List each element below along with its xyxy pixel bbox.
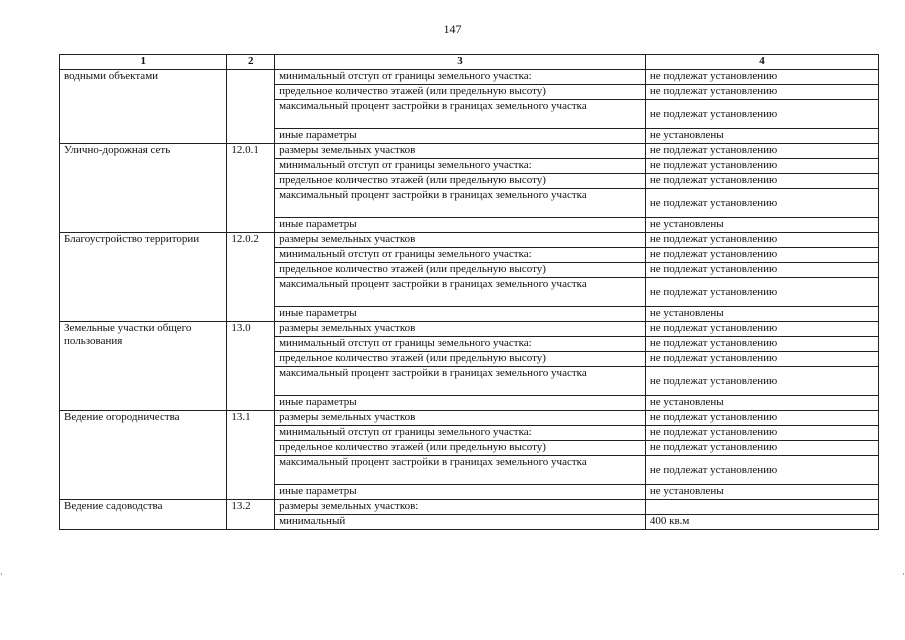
scan-edge-mark: ·: [0, 569, 3, 579]
table-row: [60, 144, 879, 159]
table-row: [60, 500, 879, 515]
column-header-2: 2: [227, 55, 275, 70]
parameter-cell: иные параметры: [275, 396, 646, 411]
parameter-cell: минимальный отступ от границы земельного участка:: [275, 248, 646, 263]
parameter-cell: размеры земельных участков: [275, 322, 646, 337]
parameter-value-cell: не подлежат установлению: [645, 100, 878, 129]
land-use-code-cell: 13.1: [227, 411, 275, 500]
land-use-type-cell: Улично-дорожная сеть: [60, 144, 227, 233]
land-use-type-cell: водными объектами: [60, 70, 227, 144]
land-use-code-cell: 12.0.1: [227, 144, 275, 233]
parameter-value-cell: не установлены: [645, 396, 878, 411]
parameter-cell: предельное количество этажей (или предельную высоту): [275, 441, 646, 456]
parameter-cell: иные параметры: [275, 129, 646, 144]
parameter-cell: максимальный процент застройки в границах земельного участка: [275, 189, 646, 218]
table-row: [60, 233, 879, 248]
parameter-cell: предельное количество этажей (или предельную высоту): [275, 85, 646, 100]
parameter-cell: максимальный процент застройки в границах земельного участка: [275, 367, 646, 396]
parameter-value-cell: не установлены: [645, 307, 878, 322]
parameter-cell: максимальный процент застройки в границах земельного участка: [275, 278, 646, 307]
land-use-type-cell: Ведение садоводства: [60, 500, 227, 530]
parameter-value-cell: не подлежат установлению: [645, 337, 878, 352]
parameter-cell: иные параметры: [275, 485, 646, 500]
parameter-cell: минимальный: [275, 515, 646, 530]
parameter-value-cell: не подлежат установлению: [645, 233, 878, 248]
parameter-cell: минимальный отступ от границы земельного участка:: [275, 337, 646, 352]
parameter-cell: предельное количество этажей (или предельную высоту): [275, 352, 646, 367]
parameter-value-cell: не подлежат установлению: [645, 441, 878, 456]
column-header-4: 4: [645, 55, 878, 70]
page-number: 147: [443, 22, 462, 36]
column-header-1: 1: [60, 55, 227, 70]
parameter-value-cell: не подлежат установлению: [645, 85, 878, 100]
table-header-row: [60, 55, 879, 70]
column-header-3: 3: [275, 55, 646, 70]
parameter-value-cell: не подлежат установлению: [645, 174, 878, 189]
parameter-cell: размеры земельных участков:: [275, 500, 646, 515]
table-row: [60, 70, 879, 85]
parameter-cell: максимальный процент застройки в границах земельного участка: [275, 100, 646, 129]
parameter-value-cell: не подлежат установлению: [645, 322, 878, 337]
parameter-cell: иные параметры: [275, 218, 646, 233]
parameter-cell: минимальный отступ от границы земельного участка:: [275, 70, 646, 85]
parameter-value-cell: не установлены: [645, 129, 878, 144]
parameter-value-cell: не подлежат установлению: [645, 248, 878, 263]
parameter-value-cell: не подлежат установлению: [645, 352, 878, 367]
land-use-type-cell: Благоустройство территории: [60, 233, 227, 322]
scan-edge-mark: ·: [902, 569, 905, 579]
parameter-value-cell: не подлежат установлению: [645, 278, 878, 307]
parameter-value-cell: [645, 500, 878, 515]
parameter-cell: размеры земельных участков: [275, 233, 646, 248]
parameter-value-cell: не подлежат установлению: [645, 367, 878, 396]
parameter-value-cell: не подлежат установлению: [645, 263, 878, 278]
parameter-value-cell: не установлены: [645, 218, 878, 233]
table-body: [60, 70, 879, 530]
land-use-code-cell: 12.0.2: [227, 233, 275, 322]
parameter-value-cell: не подлежат установлению: [645, 159, 878, 174]
parameter-value-cell: не установлены: [645, 485, 878, 500]
parameter-cell: минимальный отступ от границы земельного участка:: [275, 426, 646, 441]
parameter-cell: размеры земельных участков: [275, 411, 646, 426]
parameter-cell: размеры земельных участков: [275, 144, 646, 159]
table-row: [60, 322, 879, 337]
land-use-code-cell: 13.0: [227, 322, 275, 411]
parameter-cell: иные параметры: [275, 307, 646, 322]
parameter-value-cell: не подлежат установлению: [645, 189, 878, 218]
parameter-cell: предельное количество этажей (или предельную высоту): [275, 174, 646, 189]
parameter-value-cell: не подлежат установлению: [645, 70, 878, 85]
parameter-cell: максимальный процент застройки в границах земельного участка: [275, 456, 646, 485]
land-use-type-cell: Земельные участки общего пользования: [60, 322, 227, 411]
land-use-parameters-table: [59, 54, 879, 530]
parameter-value-cell: не подлежат установлению: [645, 411, 878, 426]
land-use-code-cell: 13.2: [227, 500, 275, 530]
land-use-code-cell: [227, 70, 275, 144]
parameter-value-cell: не подлежат установлению: [645, 426, 878, 441]
land-use-type-cell: Ведение огородничества: [60, 411, 227, 500]
parameter-cell: предельное количество этажей (или предельную высоту): [275, 263, 646, 278]
parameter-value-cell: 400 кв.м: [645, 515, 878, 530]
parameter-value-cell: не подлежат установлению: [645, 144, 878, 159]
parameter-value-cell: не подлежат установлению: [645, 456, 878, 485]
table-row: [60, 411, 879, 426]
parameter-cell: минимальный отступ от границы земельного участка:: [275, 159, 646, 174]
